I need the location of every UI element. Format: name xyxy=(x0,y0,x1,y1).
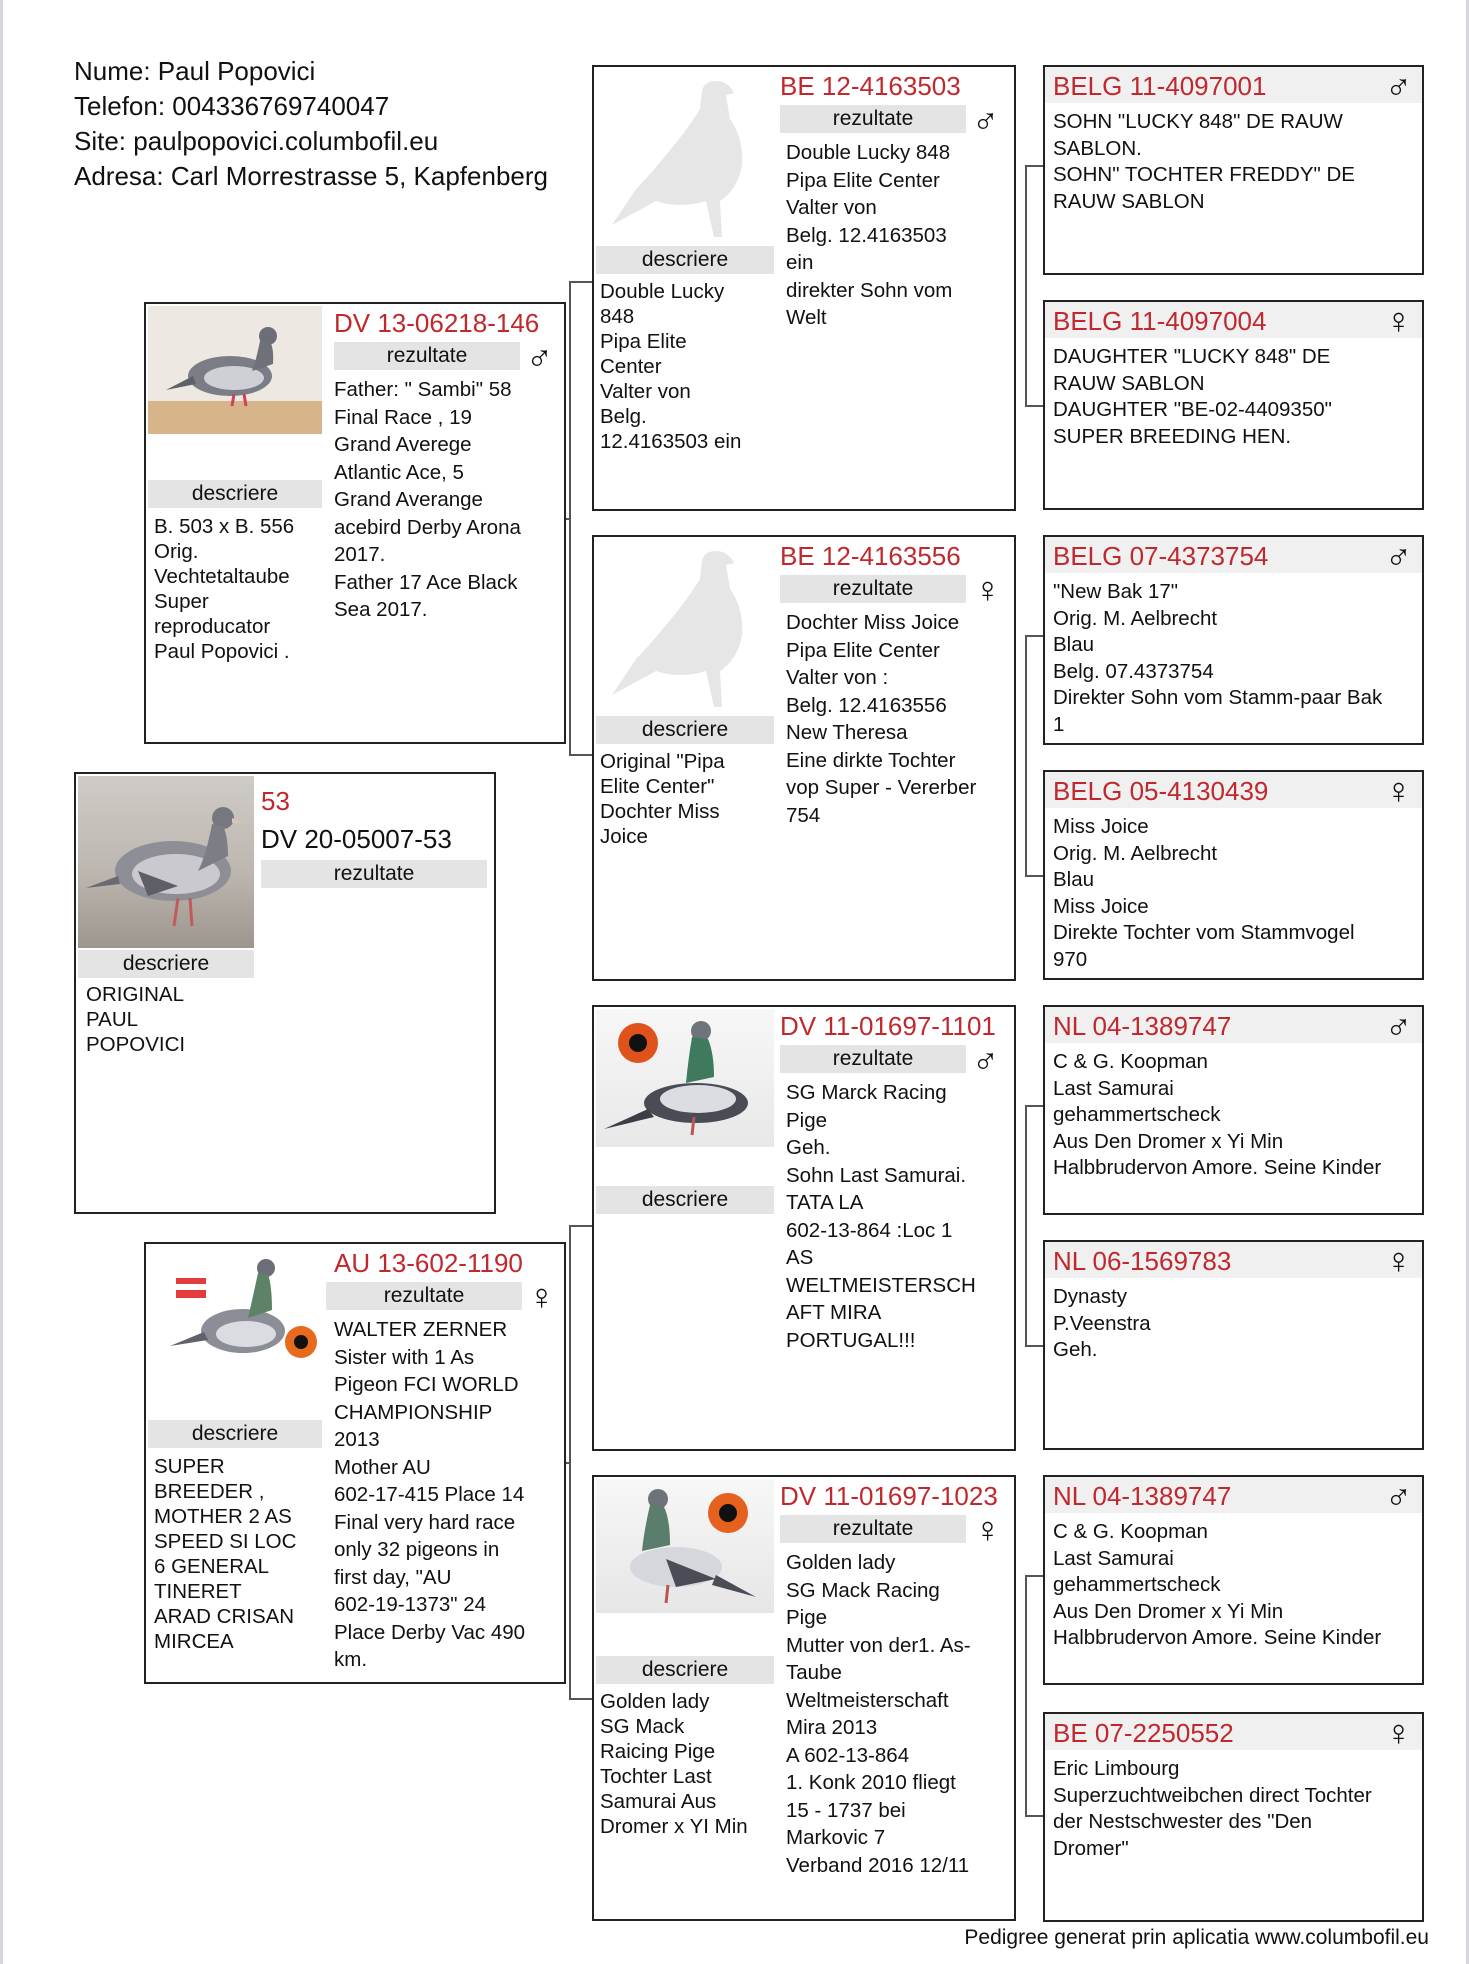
descriere-label: descriere xyxy=(596,1656,774,1684)
sire-ring: DV 13-06218-146 xyxy=(334,308,540,338)
connector xyxy=(569,1698,594,1700)
descriere-label: descriere xyxy=(596,716,774,744)
connector xyxy=(569,281,594,283)
female-symbol-icon: ♀ xyxy=(974,569,1001,610)
subject-description: ORIGINAL PAUL POPOVICI xyxy=(86,983,186,1056)
rezultate-label: rezultate xyxy=(780,105,966,133)
connector xyxy=(1025,635,1043,637)
grandparent-results: Golden lady SG Mack Racing Pige Mutter von der1. As- Taube Weltmeisterschaft Mira 2013 A 602-13-864 1. Konk 2010 fliegt 15 - 1737 bei Markovic 7 Verband 2016 12/11 xyxy=(786,1551,971,1877)
great-grandparent-text: Miss Joice Orig. M. Aelbrecht Blau Miss Joice Direkte Tochter vom Stammvogel 970 xyxy=(1053,815,1355,971)
owner-phone: Telefon: 004336769740047 xyxy=(74,91,390,121)
dam-ring: AU 13-602-1190 xyxy=(334,1248,523,1278)
dam-descriere-label: descriere xyxy=(148,1420,322,1448)
male-symbol-icon: ♂ xyxy=(972,1039,999,1080)
connector xyxy=(1025,405,1043,407)
subject-rezultate-label: rezultate xyxy=(261,860,487,888)
sire-card[interactable] xyxy=(144,302,566,744)
sire-description: B. 503 x B. 556 Orig. Vechtetaltaube Super reproducator Paul Popovici . xyxy=(154,515,295,663)
great-grandparent-card[interactable] xyxy=(1043,65,1424,275)
subject-ring: DV 20-05007-53 xyxy=(261,824,452,854)
female-symbol-icon: ♀ xyxy=(1385,770,1412,811)
subject-card[interactable] xyxy=(74,772,496,1214)
great-grandparent-ring: NL 06-1569783 xyxy=(1053,1246,1232,1276)
great-grandparent-card[interactable] xyxy=(1043,1712,1424,1922)
grandparent-description: Double Lucky 848 Pipa Elite Center Valter von Belg. 12.4163503 ein xyxy=(600,280,742,453)
rezultate-label: rezultate xyxy=(780,1045,966,1073)
great-grandparent-ring: BE 07-2250552 xyxy=(1053,1718,1234,1748)
connector xyxy=(1025,165,1043,167)
great-grandparent-text: C & G. Koopman Last Samurai gehammertscheck Aus Den Dromer x Yi Min Halbbrudervon Amore. Seine Kinder xyxy=(1053,1050,1382,1179)
great-grandparent-text: Dynasty P.Veenstra Geh. xyxy=(1053,1285,1151,1361)
male-symbol-icon: ♂ xyxy=(1385,1005,1412,1046)
great-grandparent-text: "New Bak 17" Orig. M. Aelbrecht Blau Belg. 07.4373754 Direkter Sohn vom Stamm-paar Bak 1 xyxy=(1053,580,1383,736)
great-grandparent-ring: BELG 05-4130439 xyxy=(1053,776,1269,806)
grandparent-ring: DV 11-01697-1101 xyxy=(780,1011,996,1041)
great-grandparent-card[interactable] xyxy=(1043,535,1424,745)
male-symbol-icon: ♂ xyxy=(526,336,553,377)
owner-address: Adresa: Carl Morrestrasse 5, Kapfenberg xyxy=(74,161,548,191)
connector xyxy=(1025,165,1027,407)
sire-rezultate-label: rezultate xyxy=(334,342,520,370)
connector xyxy=(569,1225,594,1227)
grandparent-photo xyxy=(596,1009,774,1147)
grandparent-card[interactable] xyxy=(592,535,1016,981)
female-symbol-icon: ♀ xyxy=(1385,300,1412,341)
grandparent-card[interactable] xyxy=(592,1005,1016,1451)
great-grandparent-ring: BELG 11-4097001 xyxy=(1053,71,1267,101)
great-grandparent-text: Eric Limbourg Superzuchtweibchen direct Tochter der Nestschwester des "Den Dromer" xyxy=(1053,1757,1372,1860)
grandparent-photo xyxy=(596,1479,774,1613)
great-grandparent-ring: BELG 11-4097004 xyxy=(1053,306,1267,336)
descriere-label: descriere xyxy=(596,246,774,274)
grandparent-ring: BE 12-4163503 xyxy=(780,71,961,101)
connector xyxy=(1025,1575,1043,1577)
connector xyxy=(1025,1815,1043,1817)
grandparent-results: Double Lucky 848 Pipa Elite Center Valter von Belg. 12.4163503 ein direkter Sohn vom Welt xyxy=(786,141,953,329)
dam-rezultate-label: rezultate xyxy=(326,1282,522,1310)
descriere-label: descriere xyxy=(596,1186,774,1214)
grandparent-results: Dochter Miss Joice Pipa Elite Center Valter von : Belg. 12.4163556 New Theresa Eine dirkte Tochter vop Super - Vererber 754 xyxy=(786,611,977,827)
great-grandparent-card[interactable] xyxy=(1043,1005,1424,1215)
female-symbol-icon: ♀ xyxy=(1385,1712,1412,1753)
female-symbol-icon: ♀ xyxy=(528,1276,555,1317)
connector xyxy=(1025,875,1043,877)
connector xyxy=(569,754,594,756)
footer-credit: Pedigree generat prin aplicatia www.columbofil.eu xyxy=(964,1926,1429,1949)
sire-results: Father: " Sambi" 58 Final Race , 19 Grand Averege Atlantic Ace, 5 Grand Averange acebird Derby Arona 2017. Father 17 Ace Black Sea 2017. xyxy=(334,378,521,621)
subject-name: 53 xyxy=(261,786,290,816)
grandparent-card[interactable] xyxy=(592,1475,1016,1921)
great-grandparent-text: SOHN "LUCKY 848" DE RAUW SABLON. SOHN" TOCHTER FREDDY" DE RAUW SABLON xyxy=(1053,110,1355,213)
sire-photo xyxy=(148,306,322,434)
connector xyxy=(1025,1345,1043,1347)
subject-photo xyxy=(78,776,254,948)
owner-name: Nume: Paul Popovici xyxy=(74,56,316,86)
connector xyxy=(1025,1105,1043,1107)
grandparent-description: Original "Pipa Elite Center" Dochter Miss Joice xyxy=(600,750,725,848)
subject-descriere-label: descriere xyxy=(78,950,254,978)
male-symbol-icon: ♂ xyxy=(1385,535,1412,576)
female-symbol-icon: ♀ xyxy=(974,1509,1001,1550)
great-grandparent-text: C & G. Koopman Last Samurai gehammertscheck Aus Den Dromer x Yi Min Halbbrudervon Amore. Seine Kinder xyxy=(1053,1520,1382,1649)
connector xyxy=(566,1462,571,1464)
rezultate-label: rezultate xyxy=(780,575,966,603)
male-symbol-icon: ♂ xyxy=(1385,1475,1412,1516)
grandparent-card[interactable] xyxy=(592,65,1016,511)
great-grandparent-ring: NL 04-1389747 xyxy=(1053,1481,1232,1511)
great-grandparent-ring: BELG 07-4373754 xyxy=(1053,541,1269,571)
great-grandparent-text: DAUGHTER "LUCKY 848" DE RAUW SABLON DAUGHTER "BE-02-4409350" SUPER BREEDING HEN. xyxy=(1053,345,1332,448)
great-grandparent-card[interactable] xyxy=(1043,300,1424,510)
placeholder-pigeon-icon xyxy=(596,69,774,247)
connector xyxy=(1025,1105,1027,1347)
rezultate-label: rezultate xyxy=(780,1515,966,1543)
sire-descriere-label: descriere xyxy=(148,480,322,508)
grandparent-results: SG Marck Racing Pige Geh. Sohn Last Samurai. TATA LA 602-13-864 :Loc 1 AS WELTMEISTERSCH AFT MIRA PORTUGAL!!! xyxy=(786,1081,976,1352)
connector xyxy=(566,518,571,520)
great-grandparent-ring: NL 04-1389747 xyxy=(1053,1011,1232,1041)
grandparent-ring: BE 12-4163556 xyxy=(780,541,961,571)
male-symbol-icon: ♂ xyxy=(1385,65,1412,106)
dam-results: WALTER ZERNER Sister with 1 As Pigeon FCI WORLD CHAMPIONSHIP 2013 Mother AU 602-17-415 Place 14 Final very hard race only 32 pigeons in first day, "AU 602-19-1373" 24 Place Derby Vac 490 km. xyxy=(334,1318,526,1671)
dam-card[interactable] xyxy=(144,1242,566,1684)
female-symbol-icon: ♀ xyxy=(1385,1240,1412,1281)
dam-photo xyxy=(148,1246,322,1382)
male-symbol-icon: ♂ xyxy=(972,99,999,140)
great-grandparent-card[interactable] xyxy=(1043,770,1424,980)
owner-site[interactable]: Site: paulpopovici.columbofil.eu xyxy=(74,126,439,156)
great-grandparent-card[interactable] xyxy=(1043,1240,1424,1450)
great-grandparent-card[interactable] xyxy=(1043,1475,1424,1685)
connector xyxy=(1025,635,1027,877)
placeholder-pigeon-icon xyxy=(596,539,774,717)
grandparent-description: Golden lady SG Mack Raicing Pige Tochter Last Samurai Aus Dromer x YI Min xyxy=(600,1690,748,1838)
connector xyxy=(1025,1575,1027,1817)
grandparent-ring: DV 11-01697-1023 xyxy=(780,1481,998,1511)
dam-description: SUPER BREEDER , MOTHER 2 AS SPEED SI LOC 6 GENERAL TINERET ARAD CRISAN MIRCEA xyxy=(154,1455,297,1653)
